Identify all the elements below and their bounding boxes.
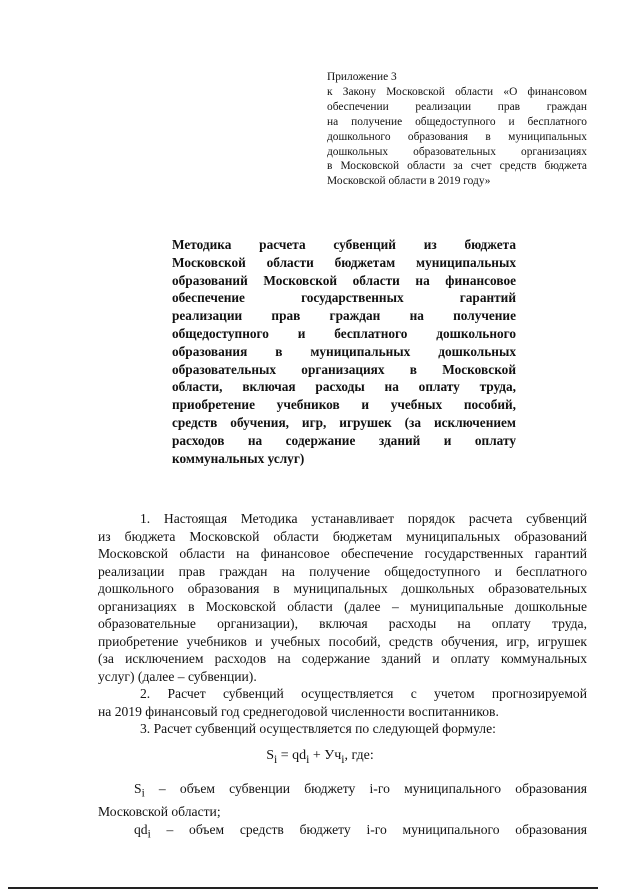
paragraph-line: 3. Расчет субвенций осуществляется по следующей формуле: bbox=[140, 721, 496, 736]
definition-s: $S_i$ – объем субвенции бюджету i-го муниципального образования bbox=[134, 781, 587, 800]
title-line: Московской области бюджетам муниципальных bbox=[172, 254, 516, 270]
title-line: общедоступного и бесплатного дошкольного bbox=[172, 325, 516, 341]
appendix-line: к Закону Московской области «О финансовом bbox=[327, 85, 587, 98]
title-line: реализации прав граждан на получение bbox=[172, 308, 516, 324]
title-line: расходов на содержание зданий и оплату bbox=[172, 432, 516, 448]
title-line: средств обучения, игр, игрушек (за исключением bbox=[172, 414, 516, 430]
title-line: коммунальных услуг) bbox=[172, 450, 305, 466]
paragraph-line: приобретение учебников и учебных пособий, средств обучения, игр, игрушек bbox=[98, 633, 587, 649]
appendix-line: в Московской области за счет средств бюджета bbox=[327, 160, 587, 173]
title-line: области, включая расходы на оплату труда, bbox=[172, 379, 516, 395]
footer-line bbox=[8, 887, 598, 889]
appendix-line: дошкольного образования в муниципальных bbox=[327, 130, 587, 143]
title-line: обеспечение государственных гарантий bbox=[172, 290, 516, 306]
title-line: приобретение учебников и учебных пособий, bbox=[172, 397, 516, 413]
paragraph-line: из бюджета Московской области бюджетам муниципальных образований bbox=[98, 528, 587, 544]
appendix-line: Приложение 3 bbox=[327, 71, 397, 83]
appendix-line: дошкольных образовательных организациях bbox=[327, 145, 587, 158]
appendix-line: Московской области в 2019 году» bbox=[327, 175, 491, 188]
definition-qd: $qd_i$ – объем средств бюджету i-го муниципального образования bbox=[134, 821, 587, 841]
paragraph-line: на 2019 финансовый год среднегодовой численности воспитанников. bbox=[98, 703, 499, 719]
appendix-line: обеспечении реализации прав граждан bbox=[327, 100, 587, 113]
paragraph-line: 1. Настоящая Методика устанавливает порядок расчета субвенций bbox=[140, 511, 587, 526]
appendix-line: на получение общедоступного и бесплатного bbox=[327, 115, 587, 128]
body-text bbox=[98, 510, 587, 738]
appendix-block bbox=[327, 70, 587, 189]
paragraph-line: 2. Расчет субвенций осуществляется с учетом прогнозируемой bbox=[140, 686, 587, 701]
paragraph-line: образовательные организации), включая расходы на оплату труда, bbox=[98, 616, 587, 631]
paragraph-line: реализации прав граждан на получение общедоступного и бесплатного bbox=[98, 563, 587, 579]
paragraph-line: (за исключением расходов на содержание зданий и оплату коммунальных bbox=[98, 651, 587, 666]
paragraph-line: организациях в Московской области (далее – муниципальные дошкольные bbox=[98, 598, 587, 614]
paragraph-line: услуг) (далее – субвенции). bbox=[98, 668, 257, 684]
definition-s-cont: Московской области; bbox=[98, 804, 221, 820]
document-title bbox=[172, 236, 516, 467]
title-line: образовательных организациях в Московской bbox=[172, 361, 516, 377]
formula: $S_i = qd_i + Уч_i$, где: bbox=[266, 748, 374, 766]
formula-definitions bbox=[98, 780, 587, 844]
title-line: Методика расчета субвенций из бюджета bbox=[172, 237, 516, 252]
title-line: образований Московской области на финансовое bbox=[172, 272, 516, 288]
paragraph-line: Московской области на финансовое обеспечение государственных гарантий bbox=[98, 546, 587, 561]
paragraph-line: дошкольного образования в муниципальных дошкольных образовательных bbox=[98, 581, 587, 596]
title-line: образования в муниципальных дошкольных bbox=[172, 343, 516, 359]
